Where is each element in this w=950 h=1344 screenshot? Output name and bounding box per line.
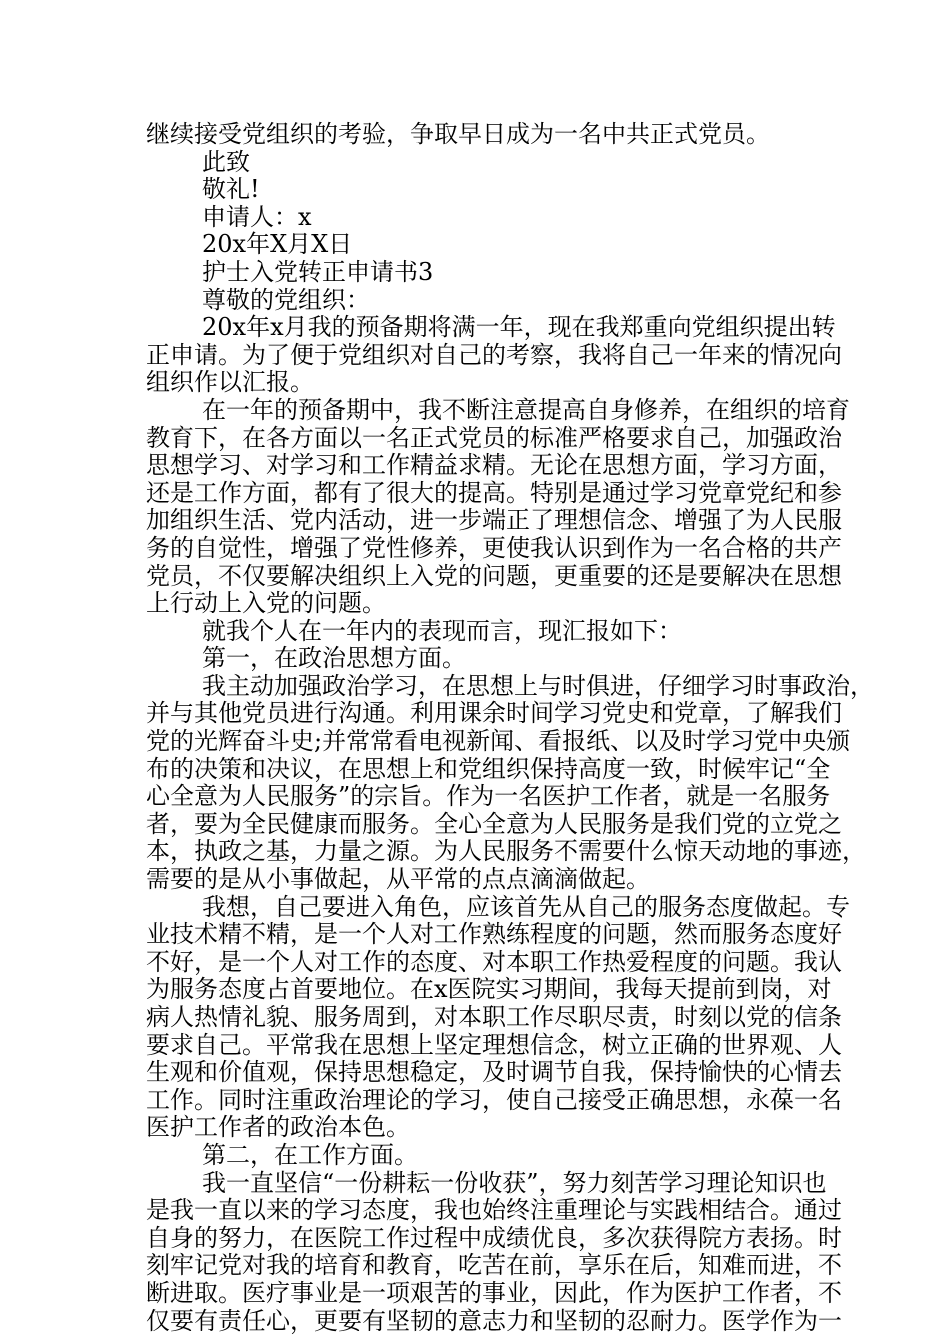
text-line: 本，执政之基，力量之源。为人民服务不需要什么惊天动地的事迹， (146, 837, 866, 866)
text-line: 并与其他党员进行沟通。利用课余时间学习党史和党章，了解我们 (146, 699, 842, 728)
text-line: 就我个人在一年内的表现而言，现汇报如下： (202, 616, 682, 645)
text-line: 上行动上入党的问题。 (146, 589, 386, 618)
text-line: 病人热情礼貌、服务周到，对本职工作尽职尽责，时刻以党的信条 (146, 1003, 842, 1031)
text-line: 护士入党转正申请书3 (202, 257, 434, 286)
text-line: 业技术精不精，是一个人对工作熟练程度的问题，然而服务态度好 (146, 920, 842, 949)
text-line: 仅要有责任心，更要有坚韧的意志力和坚韧的忍耐力。医学作为一 (146, 1306, 842, 1335)
text-line: 布的决策和决议，在思想上和党组织保持高度一致，时候牢记“全 (146, 754, 831, 783)
text-line: 生观和价值观，保持思想稳定，及时调节自我，保持愉快的心情去 (146, 1058, 842, 1087)
text-line: 者，要为全民健康而服务。全心全意为人民服务是我们党的立党之 (146, 809, 842, 838)
text-line: 继续接受党组织的考验，争取早日成为一名中共正式党员。 (146, 120, 770, 148)
text-line: 我一直坚信“一份耕耘一份收获”，努力刻苦学习理论知识也 (202, 1168, 827, 1197)
text-line: 需要的是从小事做起，从平常的点点滴滴做起。 (146, 865, 650, 894)
text-line: 思想学习、对学习和工作精益求精。无论在思想方面，学习方面， (146, 451, 842, 480)
text-line: 申请人：x (202, 202, 312, 231)
text-line: 刻牢记党对我的培育和教育，吃苦在前，享乐在后，知难而进，不 (146, 1251, 842, 1280)
text-line: 敬礼! (202, 175, 260, 204)
text-line: 第二，在工作方面。 (202, 1140, 418, 1169)
text-line: 正申请。为了便于党组织对自己的考察，我将自己一年来的情况向 (146, 340, 842, 369)
text-line: 心全意为人民服务”的宗旨。作为一名医护工作者，就是一名服务 (146, 782, 831, 811)
text-line: 要求自己。平常我在思想上坚定理想信念，树立正确的世界观、人 (146, 1030, 842, 1059)
text-line: 我想，自己要进入角色，应该首先从自己的服务态度做起。专 (202, 892, 850, 921)
text-line: 组织作以汇报。 (146, 368, 314, 397)
text-line: 第一，在政治思想方面。 (202, 644, 466, 673)
text-line: 党的光辉奋斗史;并常常看电视新闻、看报纸、以及时学习党中央颁 (146, 727, 851, 756)
text-line: 是我一直以来的学习态度，我也始终注重理论与实践相结合。通过 (146, 1196, 842, 1225)
text-line: 为服务态度占首要地位。在x医院实习期间，我每天提前到岗，对 (146, 975, 832, 1004)
text-line: 医护工作者的政治本色。 (146, 1113, 410, 1142)
text-line: 自身的努力，在医院工作过程中成绩优良，多次获得院方表扬。时 (146, 1223, 842, 1252)
document-page (146, 120, 874, 1335)
text-line: 20x年x月我的预备期将满一年，现在我郑重向党组织提出转 (202, 313, 836, 342)
text-line: 不好，是一个人对工作的态度、对本职工作热爱程度的问题。我认 (146, 947, 842, 976)
text-line: 党员，不仅要解决组织上入党的问题，更重要的还是要解决在思想 (146, 561, 842, 590)
text-line: 我主动加强政治学习，在思想上与时俱进，仔细学习时事政治， (202, 671, 874, 700)
text-line: 此致 (202, 147, 250, 176)
text-line: 20x年X月X日 (202, 230, 353, 259)
text-line: 断进取。医疗事业是一项艰苦的事业，因此，作为医护工作者，不 (146, 1278, 842, 1307)
text-line: 教育下，在各方面以一名正式党员的标准严格要求自己，加强政治 (146, 423, 842, 452)
text-line: 尊敬的党组织： (202, 285, 370, 314)
text-line: 还是工作方面，都有了很大的提高。特别是通过学习党章党纪和参 (146, 478, 842, 507)
text-line: 工作。同时注重政治理论的学习，使自己接受正确思想，永葆一名 (146, 1085, 842, 1114)
text-line: 务的自觉性，增强了党性修养，更使我认识到作为一名合格的共产 (146, 533, 842, 562)
text-line: 在一年的预备期中，我不断注意提高自身修养，在组织的培育 (202, 395, 850, 424)
text-line: 加组织生活、党内活动，进一步端正了理想信念、增强了为人民服 (146, 506, 842, 535)
